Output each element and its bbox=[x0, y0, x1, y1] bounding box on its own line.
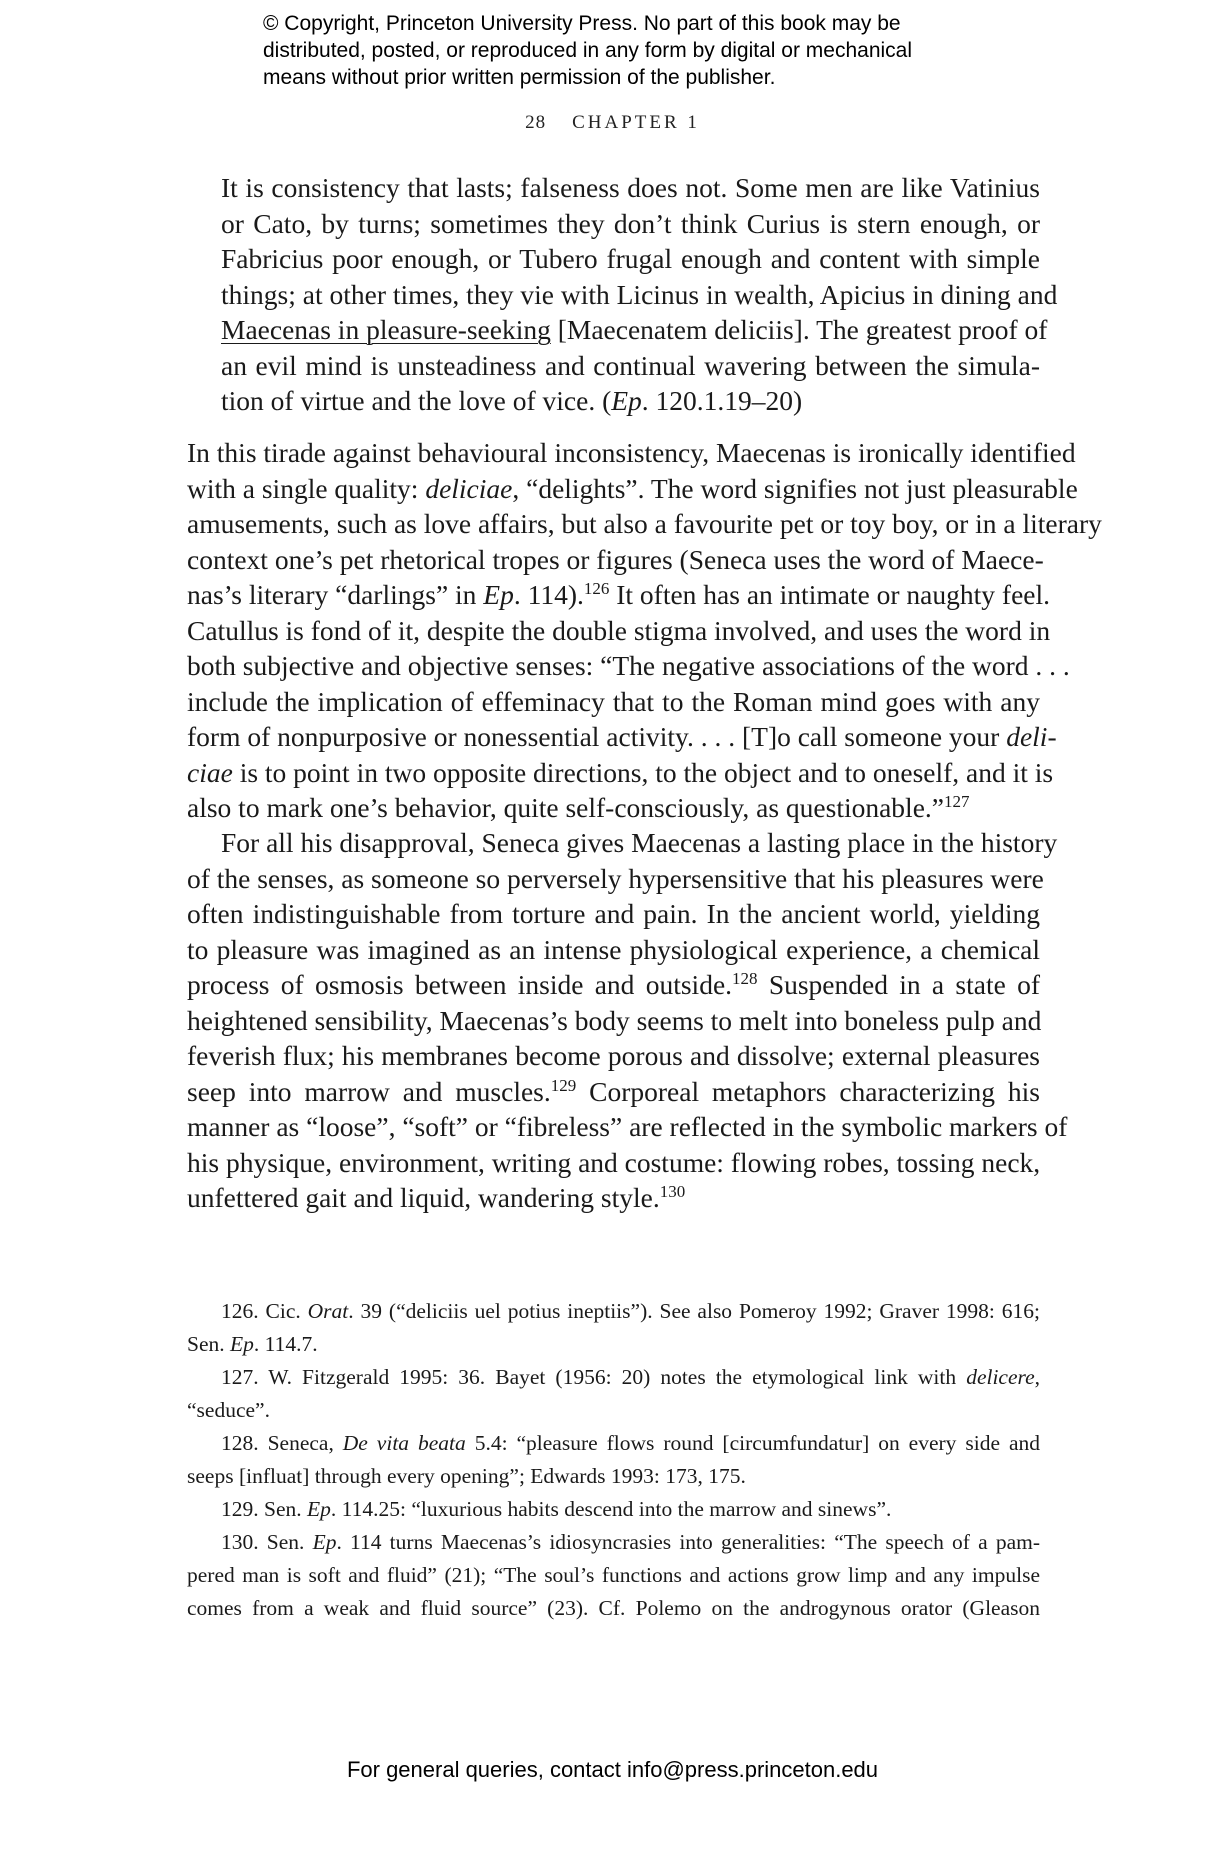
text-line: his physique, environment, writing and costume: flowing robes, tossing neck, bbox=[187, 1146, 1041, 1178]
paragraph-1 bbox=[187, 435, 1102, 826]
text-line bbox=[187, 1328, 1040, 1361]
text-line bbox=[221, 312, 1048, 348]
italic-span: Ep bbox=[307, 1497, 331, 1521]
italic-span: Orat bbox=[307, 1299, 349, 1323]
text-span: , “delights”. The word signifies not just pleasurable bbox=[512, 472, 1078, 504]
text-line: things; at other times, they vie with Licinus in wealth, Apicius in dining and bbox=[221, 278, 1058, 310]
text-span: . 114.25: “luxurious habits descend into the marrow and sinews”. bbox=[330, 1497, 892, 1521]
italic-span: De vita beata bbox=[342, 1431, 466, 1455]
text-line bbox=[187, 967, 1040, 1003]
text-span: . 114). bbox=[513, 579, 584, 610]
text-span: with a single quality: bbox=[187, 472, 426, 504]
text-line: Catullus is fond of it, despite the double stigma involved, and uses the word in bbox=[187, 614, 1051, 646]
italic-span: delicere bbox=[966, 1365, 1035, 1389]
text-line: often indistinguishable from torture and pain. In the ancient world, yielding bbox=[187, 898, 1040, 929]
text-span: 129. Sen. bbox=[221, 1497, 307, 1521]
italic-span: ciae bbox=[187, 756, 233, 788]
text-span: seep into marrow and muscles. bbox=[187, 1075, 551, 1107]
italic-span: Ep bbox=[483, 579, 514, 610]
text-line bbox=[187, 577, 1050, 613]
text-line: of the senses, as someone so perversely hypersensitive that his pleasures were bbox=[187, 862, 1044, 894]
footer-contact: For general queries, contact info@press.princeton.edu bbox=[346, 1757, 879, 1782]
text-span: also to mark one’s behavior, quite self-consciously, as questionable.” bbox=[187, 792, 944, 823]
block-quote bbox=[221, 170, 1058, 419]
underlined-phrase: Maecenas in pleasure-seeking bbox=[221, 314, 551, 345]
text-span: process of osmosis between inside and outside. bbox=[187, 969, 733, 1000]
footnote-ref[interactable]: 130 bbox=[659, 1182, 686, 1201]
footnotes bbox=[187, 1295, 1040, 1625]
text-span: 128. Seneca, bbox=[221, 1431, 343, 1455]
text-span: unfettered gait and liquid, wandering style. bbox=[187, 1182, 660, 1213]
text-span: . 39 (“deliciis uel potius ineptiis”). See also Pomeroy 1992; Graver 1998: 616; bbox=[348, 1299, 1040, 1323]
text-span: 130. Sen. bbox=[221, 1530, 313, 1554]
italic-span: deliciae bbox=[425, 472, 513, 504]
text-span: . 114.7. bbox=[253, 1332, 318, 1356]
italic-span: Ep bbox=[230, 1332, 254, 1356]
text-line bbox=[187, 1361, 1040, 1394]
footnote-129 bbox=[187, 1493, 1040, 1526]
text-line: manner as “loose”, “soft” or “fibreless” are reflected in the symbolic markers of bbox=[187, 1111, 1068, 1142]
text-span: 5.4: “pleasure flows round [circumfundatur] on every side and bbox=[465, 1431, 1040, 1455]
text-line: For all his disapproval, Seneca gives Maecenas a lasting place in the history bbox=[221, 827, 1058, 858]
text-line: comes from a weak and fluid source” (23). Cf. Polemo on the androgynous orator (Gleason bbox=[187, 1596, 1040, 1620]
page-number: 28 bbox=[525, 112, 547, 133]
footnote-ref[interactable]: 126 bbox=[583, 579, 610, 598]
text-span: , bbox=[1034, 1365, 1040, 1389]
text-span: . 120.1.19–20) bbox=[641, 385, 803, 416]
text-line: context one’s pet rhetorical tropes or figures (Seneca uses the word of Maece- bbox=[187, 543, 1044, 575]
text-span: form of nonpurposive or nonessential activity. . . . [T]o call someone your bbox=[187, 721, 1007, 752]
text-span: . 114 turns Maecenas’s idiosyncrasies into generalities: “The speech of a pam- bbox=[336, 1530, 1040, 1554]
footnote-ref[interactable]: 129 bbox=[550, 1075, 577, 1095]
text-span: is to point in two opposite directions, to the object and to oneself, and it is bbox=[232, 756, 1054, 788]
footnote-130 bbox=[187, 1526, 1040, 1625]
text-line: In this tirade against behavioural inconsistency, Maecenas is ironically identified bbox=[187, 437, 1076, 468]
footnote-ref[interactable]: 127 bbox=[944, 792, 970, 811]
text-span: nas’s literary “darlings” in bbox=[187, 579, 484, 610]
text-line bbox=[187, 719, 1057, 755]
chapter-label: CHAPTER 1 bbox=[572, 112, 700, 133]
text-span: 126. Cic. bbox=[221, 1299, 308, 1323]
text-line: heightened sensibility, Maecenas’s body seems to melt into boneless pulp and bbox=[187, 1004, 1042, 1036]
text-line: “seduce”. bbox=[187, 1398, 270, 1422]
text-line: amusements, such as love affairs, but also a favourite pet or toy boy, or in a literary bbox=[187, 508, 1102, 539]
text-line bbox=[187, 471, 1078, 507]
text-line bbox=[187, 1526, 1040, 1559]
text-span: [Maecenatem deliciis]. The greatest proof of bbox=[550, 314, 1048, 345]
text-line bbox=[187, 755, 1054, 791]
text-line: both subjective and objective senses: “The negative associations of the word . . . bbox=[187, 650, 1070, 681]
text-line bbox=[187, 1427, 1040, 1460]
text-span: 127. W. Fitzgerald 1995: 36. Bayet (1956: 20) notes the etymological link with bbox=[221, 1365, 967, 1389]
text-span: tion of virtue and the love of vice. ( bbox=[221, 385, 612, 416]
copyright-line: © Copyright, Princeton University Press. No part of this book may be bbox=[263, 12, 901, 35]
text-line bbox=[187, 790, 1040, 826]
text-line: to pleasure was imagined as an intense physiological experience, a chemical bbox=[187, 933, 1040, 965]
text-span: Sen. bbox=[187, 1332, 230, 1356]
text-line: or Cato, by turns; sometimes they don’t think Curius is stern enough, or bbox=[221, 207, 1040, 239]
running-head bbox=[0, 112, 1225, 134]
text-line: an evil mind is unsteadiness and continual wavering between the simula- bbox=[221, 349, 1040, 381]
copyright-line: means without prior written permission of the publisher. bbox=[263, 66, 776, 89]
footnote-ref[interactable]: 128 bbox=[732, 969, 758, 988]
footnote-127 bbox=[187, 1361, 1040, 1427]
copyright-line: distributed, posted, or reproduced in any form by digital or mechanical bbox=[263, 39, 913, 62]
text-line: seeps [influat] through every opening”; Edwards 1993: 173, 175. bbox=[187, 1464, 746, 1488]
text-line bbox=[187, 1295, 1040, 1328]
text-line: feverish flux; his membranes become porous and dissolve; external pleasures bbox=[187, 1040, 1040, 1071]
text-span: Corporeal metaphors characterizing his bbox=[576, 1075, 1041, 1107]
footnote-126 bbox=[187, 1295, 1040, 1361]
text-line: Fabricius poor enough, or Tubero frugal enough and content with simple bbox=[221, 243, 1040, 274]
italic-span: Ep bbox=[611, 385, 642, 416]
footnote-128 bbox=[187, 1427, 1040, 1493]
text-line bbox=[221, 383, 1040, 419]
text-line: pered man is soft and fluid” (21); “The soul’s functions and actions grow limp and any impulse bbox=[187, 1563, 1040, 1587]
text-line: It is consistency that lasts; falseness does not. Some men are like Vatinius bbox=[221, 172, 1040, 203]
text-line: include the implication of effeminacy that to the Roman mind goes with any bbox=[187, 685, 1040, 717]
copyright-notice bbox=[263, 10, 983, 91]
text-span: It often has an intimate or naughty feel. bbox=[609, 579, 1050, 610]
text-line bbox=[187, 1180, 1040, 1216]
italic-span: deli- bbox=[1006, 721, 1057, 752]
text-span: Suspended in a state of bbox=[757, 969, 1040, 1000]
paragraph-2 bbox=[187, 825, 1068, 1216]
italic-span: Ep bbox=[312, 1530, 337, 1554]
text-line bbox=[187, 1493, 1040, 1526]
text-line bbox=[187, 1074, 1040, 1110]
